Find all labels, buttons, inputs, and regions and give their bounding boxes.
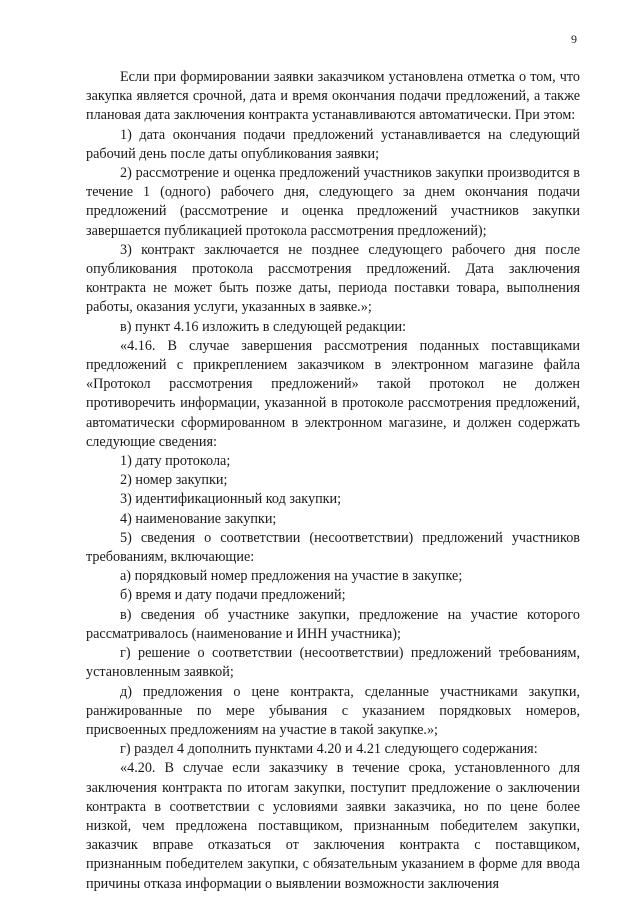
page-number: 9: [571, 32, 577, 46]
list-item: 2) номер закупки;: [120, 472, 228, 489]
paragraph: в) пункт 4.16 изложить в следующей редакции:: [120, 318, 407, 335]
list-item: 5) сведения о соответствии (несоответствии) предложений участников требованиям, включающие:: [86, 529, 580, 566]
list-item: 1) дату протокола;: [120, 453, 231, 470]
paragraph: «4.16. В случае завершения рассмотрения поданных поставщиками предложений с прикреплением заказчиком в электронном магазине файла «Протокол рассмотрения предложений» такой протокол не должен противоречить информации, указанной в протоколе рассмотрения предложений, автоматически сформированном в электронном магазине, и должен содержать следующие сведения:: [86, 337, 580, 450]
paragraph: Если при формировании заявки заказчиком установлена отметка о том, что закупка является срочной, дата и время окончания подачи предложений, а также плановая дата заключения контракта устанавливаются автоматически. При этом:: [86, 69, 580, 124]
list-item: 3) контракт заключается не позднее следующего рабочего дня после опубликования протокола рассмотрения предложений. Дата заключения контракта не может быть позже даты, периода поставки товара, выполнения работы, оказания услуги, указанных в заявке.»;: [86, 241, 580, 316]
paragraph: «4.20. В случае если заказчику в течение срока, установленного для заключения контракта по итогам закупки, поступит предложение о заключении контракта в соответствии с условиями заявки заказчика, но по цене более низкой, чем предложена поставщиком, признанным победителем закупки, заказчик вправе отказаться от заключения контракта с поставщиком, признанным победителем закупки, с обязательным указанием в форме для ввода причины отказа информации о выявлении возможности заключения: [86, 760, 580, 892]
list-item: а) порядковый номер предложения на участие в закупке;: [120, 568, 463, 585]
list-item: д) предложения о цене контракта, сделанные участниками закупки, ранжированные по мере убывания с указанием порядковых номеров, присвоенных предложениям на участие в такой закупке.»;: [86, 683, 580, 738]
list-item: 1) дата окончания подачи предложений устанавливается на следующий рабочий день после даты опубликования заявки;: [86, 126, 580, 162]
list-item: в) сведения об участнике закупки, предложение на участие которого рассматривалось (наименование и ИНН участника);: [86, 606, 580, 642]
document-body: [86, 68, 580, 894]
list-item: 3) идентификационный код закупки;: [120, 491, 342, 508]
list-item: 4) наименование закупки;: [120, 510, 277, 527]
list-item: г) решение о соответствии (несоответствии) предложений требованиям, установленным заявкой;: [86, 645, 580, 681]
list-item: б) время и дату подачи предложений;: [120, 587, 346, 604]
list-item: 2) рассмотрение и оценка предложений участников закупки производится в течение 1 (одного) рабочего дня, следующего за днем окончания подачи предложений (рассмотрение и оценка предложений участников закупки завершается публикацией протокола рассмотрения предложений);: [86, 165, 580, 239]
paragraph: г) раздел 4 дополнить пунктами 4.20 и 4.21 следующего содержания:: [120, 741, 538, 758]
